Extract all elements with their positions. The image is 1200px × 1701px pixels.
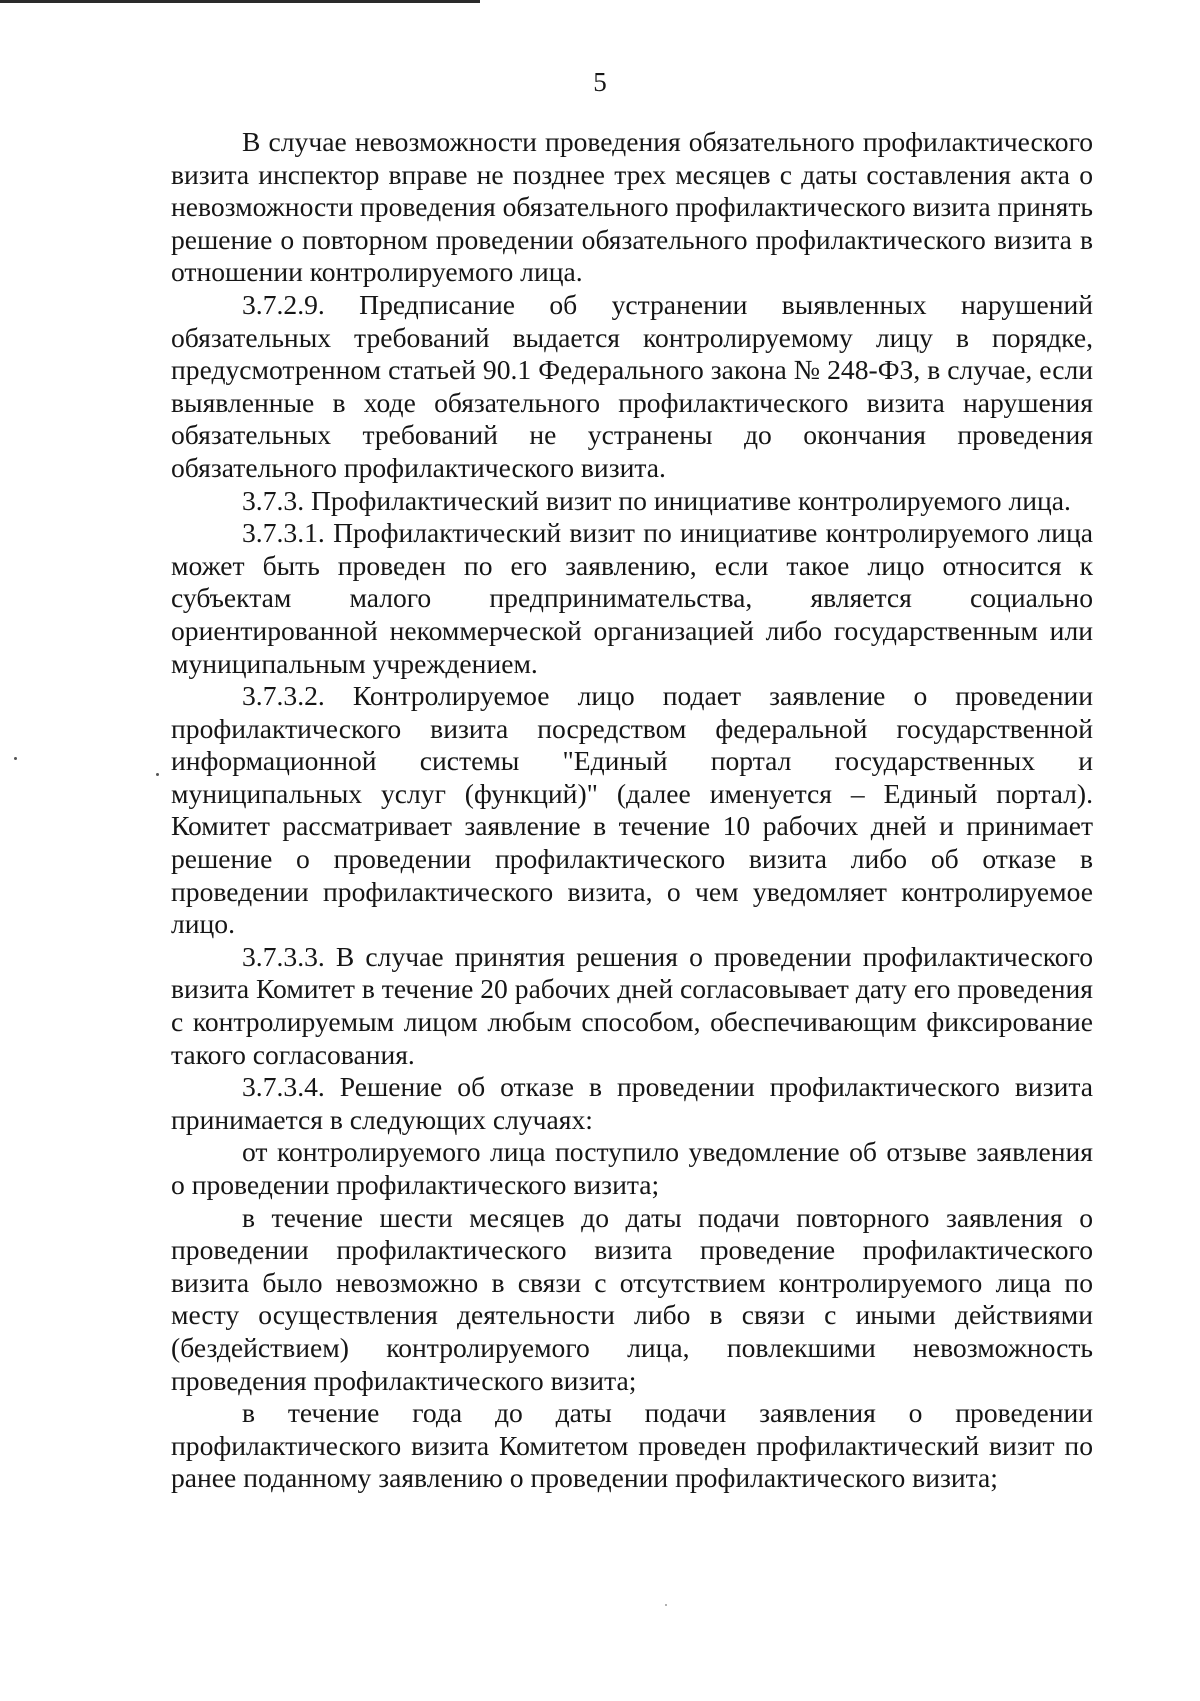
list-item-withdrawal: от контролируемого лица поступило уведомление об отзыве заявления о проведении профилактического визита; xyxy=(171,1136,1093,1200)
document-body xyxy=(171,126,1093,1495)
paragraph-3-7-2-9: 3.7.2.9. Предписание об устранении выявленных нарушений обязательных требований выдается контролируемому лицу в порядке, предусмотренном статьей 90.1 Федерального закона № 248-ФЗ, в случае, если выявленные в ходе обязательного профилактического визита нарушения обязательных требований не устранены до окончания проведения обязательного профилактического визита. xyxy=(171,288,1093,483)
list-item-one-year: в течение года до даты подачи заявления о проведении профилактического визита Комитетом проведен профилактический визит по ранее поданному заявлению о проведении профилактического визита; xyxy=(171,1397,1093,1494)
scan-dot-mark xyxy=(665,1604,667,1606)
paragraph-3-7-3-1: 3.7.3.1. Профилактический визит по инициативе контролируемого лица может быть проведен по его заявлению, если такое лицо относится к субъектам малого предпринимательства, является социально ориентированной некоммерческой организацией либо государственным или муниципальным учреждением. xyxy=(171,517,1093,679)
scan-dot-mark xyxy=(14,757,17,760)
list-item-six-months: в течение шести месяцев до даты подачи повторного заявления о проведении профилактического визита проведение профилактического визита было невозможно в связи с отсутствием контролируемого лица по месту осуществления деятельности либо в связи с иными действиями (бездействием) контролируемого лица, повлекшими невозможность проведения профилактического визита; xyxy=(171,1201,1093,1396)
paragraph-3-7-3-4: 3.7.3.4. Решение об отказе в проведении профилактического визита принимается в следующих случаях: xyxy=(171,1071,1093,1135)
scan-top-edge-line xyxy=(0,0,480,3)
paragraph-3-7-3-2: 3.7.3.2. Контролируемое лицо подает заявление о проведении профилактического визита посредством федеральной государственной информационной системы "Единый портал государственных и муниципальных услуг (функций)" (далее именуется – Единый портал). Комитет рассматривает заявление в течение 10 рабочих дней и принимает решение о проведении профилактического визита либо об отказе в проведении профилактического визита, о чем уведомляет контролируемое лицо. xyxy=(171,680,1093,940)
paragraph-inability-repeat-visit: В случае невозможности проведения обязательного профилактического визита инспектор вправе не позднее трех месяцев с даты составления акта о невозможности проведения обязательного профилактического визита принять решение о повторном проведении обязательного профилактического визита в отношении контролируемого лица. xyxy=(171,126,1093,288)
paragraph-3-7-3-3: 3.7.3.3. В случае принятия решения о проведении профилактического визита Комитет в течение 20 рабочих дней согласовывает дату его проведения с контролируемым лицом любым способом, обеспечивающим фиксирование такого согласования. xyxy=(171,940,1093,1070)
page-number: 5 xyxy=(593,67,607,97)
paragraph-3-7-3: 3.7.3. Профилактический визит по инициативе контролируемого лица. xyxy=(242,484,1071,516)
scan-dot-mark xyxy=(156,773,159,776)
